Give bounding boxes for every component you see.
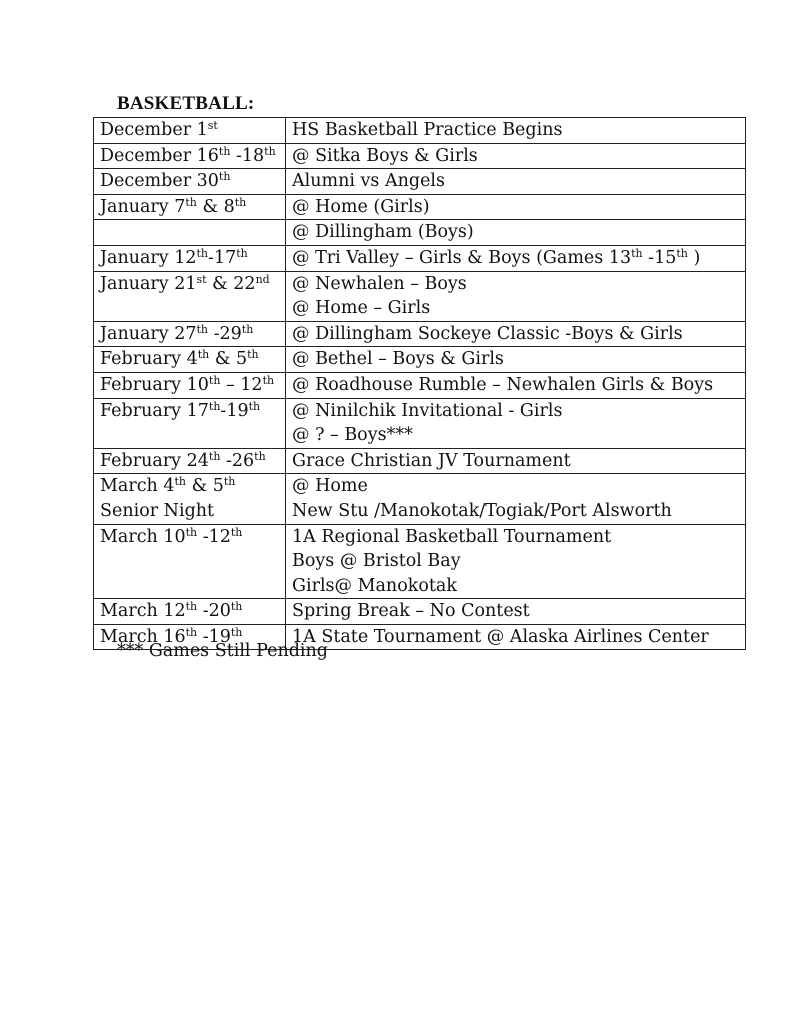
table-row	[94, 194, 746, 220]
ordinal-suffix: th	[247, 348, 259, 362]
date-text: -18	[230, 145, 265, 166]
event-cell	[286, 474, 746, 524]
event-text: HS Basketball Practice Begins	[292, 120, 563, 140]
date-text: March 4	[100, 476, 175, 497]
event-text: Grace Christian JV Tournament	[292, 450, 571, 471]
ordinal-suffix: st	[196, 272, 207, 286]
date-text: Senior Night	[100, 500, 215, 521]
ordinal-suffix: th	[241, 322, 254, 336]
date-text: March 12	[100, 601, 186, 622]
date-text: February 24	[100, 450, 209, 471]
table-row	[94, 347, 746, 373]
ordinal-suffix: th	[254, 449, 266, 463]
date-text: February 4	[100, 349, 198, 370]
event-cell	[286, 169, 746, 195]
table-row	[94, 118, 746, 144]
event-text: @ Roadhouse Rumble – Newhalen Girls & Boys	[292, 374, 714, 395]
date-text: February 17	[100, 400, 209, 421]
event-cell	[286, 321, 746, 347]
table-row	[94, 398, 746, 448]
date-text: March 16	[100, 626, 186, 647]
event-cell	[286, 398, 746, 448]
date-cell	[94, 143, 286, 169]
event-line	[292, 599, 739, 624]
basketball-schedule-table	[93, 117, 746, 650]
date-cell	[94, 474, 286, 524]
date-line	[100, 399, 279, 424]
date-line	[100, 195, 279, 220]
event-text: 1A State Tournament @ Alaska Airlines Center	[292, 626, 709, 647]
ordinal-suffix: th	[196, 246, 209, 260]
event-line	[292, 296, 739, 321]
ordinal-suffix: th	[185, 525, 198, 539]
event-text: @ Home	[292, 476, 368, 497]
schedule-body	[94, 118, 746, 650]
event-cell	[286, 524, 746, 599]
date-text: January 21	[100, 273, 197, 294]
event-line	[292, 118, 739, 143]
event-text: New Stu /Manokotak/Togiak/Port Alsworth	[292, 500, 672, 521]
date-cell	[94, 271, 286, 321]
date-text: February 10	[100, 374, 209, 395]
event-cell	[286, 143, 746, 169]
ordinal-suffix: th	[223, 475, 236, 489]
date-line	[100, 144, 279, 169]
date-cell	[94, 398, 286, 448]
ordinal-suffix: th	[236, 246, 248, 260]
date-text: -29	[208, 323, 242, 344]
date-line	[100, 118, 279, 143]
event-text: @ Ninilchik Invitational - Girls	[292, 400, 563, 421]
event-text: @ Home – Girls	[292, 298, 431, 319]
ordinal-suffix: th	[230, 625, 243, 639]
ordinal-suffix: th	[631, 246, 643, 260]
table-row	[94, 245, 746, 271]
date-text: January 7	[100, 196, 186, 217]
event-cell	[286, 194, 746, 220]
event-text: Boys @ Bristol Bay	[292, 551, 461, 572]
event-line	[292, 347, 739, 372]
table-row	[94, 448, 746, 474]
date-cell	[94, 169, 286, 195]
event-line	[292, 195, 739, 220]
event-line	[292, 474, 739, 499]
ordinal-suffix: th	[676, 246, 688, 260]
date-text: -12	[197, 526, 231, 547]
event-line	[292, 549, 739, 574]
event-text: @ ? – Boys***	[292, 425, 413, 446]
date-cell	[94, 599, 286, 625]
event-line	[292, 246, 739, 271]
date-cell	[94, 118, 286, 144]
event-text: @ Tri Valley – Girls & Boys (Games 13	[292, 247, 632, 268]
event-cell	[286, 271, 746, 321]
date-text: December 30	[100, 171, 219, 192]
ordinal-suffix: th	[208, 449, 221, 463]
date-cell	[94, 321, 286, 347]
table-row	[94, 599, 746, 625]
date-line	[100, 525, 279, 550]
event-line	[292, 220, 739, 245]
date-cell	[94, 194, 286, 220]
date-line	[100, 347, 279, 372]
table-row	[94, 271, 746, 321]
event-line	[292, 625, 739, 650]
ordinal-suffix: th	[196, 322, 209, 336]
event-cell	[286, 599, 746, 625]
date-line	[100, 373, 279, 398]
date-line	[100, 322, 279, 347]
event-text: )	[687, 247, 701, 268]
event-line	[292, 169, 739, 194]
table-row	[94, 169, 746, 195]
event-text: @ Newhalen – Boys	[292, 273, 467, 294]
event-line	[292, 449, 739, 474]
event-cell	[286, 347, 746, 373]
event-cell	[286, 220, 746, 246]
event-cell	[286, 372, 746, 398]
event-line	[292, 322, 739, 347]
ordinal-suffix: th	[230, 525, 243, 539]
event-line	[292, 574, 739, 599]
date-cell	[94, 448, 286, 474]
ordinal-suffix: th	[234, 195, 247, 209]
ordinal-suffix: th	[174, 475, 187, 489]
date-cell	[94, 245, 286, 271]
date-line	[100, 246, 279, 271]
date-text: -19	[220, 400, 249, 421]
event-line	[292, 423, 739, 448]
date-text: & 5	[186, 476, 224, 497]
event-text: @ Sitka Boys & Girls	[292, 145, 478, 166]
date-text: December 1	[100, 120, 208, 140]
date-line	[100, 220, 279, 245]
date-cell	[94, 220, 286, 246]
ordinal-suffix: th	[185, 600, 198, 614]
table-row	[94, 220, 746, 246]
ordinal-suffix: nd	[255, 272, 270, 286]
ordinal-suffix: th	[218, 170, 231, 184]
event-text: @ Dillingham (Boys)	[292, 222, 474, 243]
date-text: -20	[197, 601, 231, 622]
ordinal-suffix: th	[262, 373, 275, 387]
ordinal-suffix: st	[207, 119, 218, 132]
event-text: -15	[642, 247, 677, 268]
event-text: 1A Regional Basketball Tournament	[292, 526, 612, 547]
ordinal-suffix: th	[197, 348, 210, 362]
date-line	[100, 272, 279, 297]
date-text: & 22	[206, 273, 256, 294]
date-text: – 12	[220, 374, 263, 395]
table-row	[94, 524, 746, 599]
schedule-title: BASKETBALL:	[117, 93, 255, 114]
date-line	[100, 169, 279, 194]
date-text: December 16	[100, 145, 219, 166]
date-cell	[94, 372, 286, 398]
table-row	[94, 372, 746, 398]
date-cell	[94, 524, 286, 599]
table-row	[94, 321, 746, 347]
event-text: @ Home (Girls)	[292, 196, 430, 217]
event-cell	[286, 245, 746, 271]
event-cell	[286, 448, 746, 474]
event-line	[292, 272, 739, 297]
date-text: -19	[197, 626, 231, 647]
table-row	[94, 474, 746, 524]
date-line	[100, 474, 279, 499]
date-text: March 10	[100, 526, 186, 547]
date-cell	[94, 347, 286, 373]
event-text: Alumni vs Angels	[292, 171, 446, 192]
ordinal-suffix: th	[208, 373, 221, 387]
date-text: January 27	[100, 323, 197, 344]
date-line	[100, 449, 279, 474]
event-line	[292, 499, 739, 524]
ordinal-suffix: th	[185, 195, 197, 209]
ordinal-suffix: th	[264, 144, 276, 158]
date-text: & 5	[209, 349, 248, 370]
date-text: -17	[208, 247, 237, 268]
event-line	[292, 373, 739, 398]
event-line	[292, 399, 739, 424]
event-line	[292, 525, 739, 550]
ordinal-suffix: th	[230, 600, 243, 614]
ordinal-suffix: th	[218, 144, 231, 158]
event-cell	[286, 118, 746, 144]
event-cell	[286, 624, 746, 650]
ordinal-suffix: th	[248, 399, 261, 413]
date-line	[100, 499, 279, 524]
date-text: & 8	[196, 196, 235, 217]
date-text: January 12	[100, 247, 197, 268]
ordinal-suffix: th	[208, 399, 221, 413]
ordinal-suffix: th	[185, 625, 198, 639]
event-text: Spring Break – No Contest	[292, 601, 530, 622]
event-text: Girls@ Manokotak	[292, 575, 457, 596]
table-row	[94, 143, 746, 169]
event-text: @ Dillingham Sockeye Classic -Boys & Girls	[292, 323, 683, 344]
event-line	[292, 144, 739, 169]
event-text: @ Bethel – Boys & Girls	[292, 349, 504, 370]
date-text: -26	[220, 450, 255, 471]
date-line	[100, 599, 279, 624]
footnote: *** Games Still Pending	[117, 641, 328, 661]
